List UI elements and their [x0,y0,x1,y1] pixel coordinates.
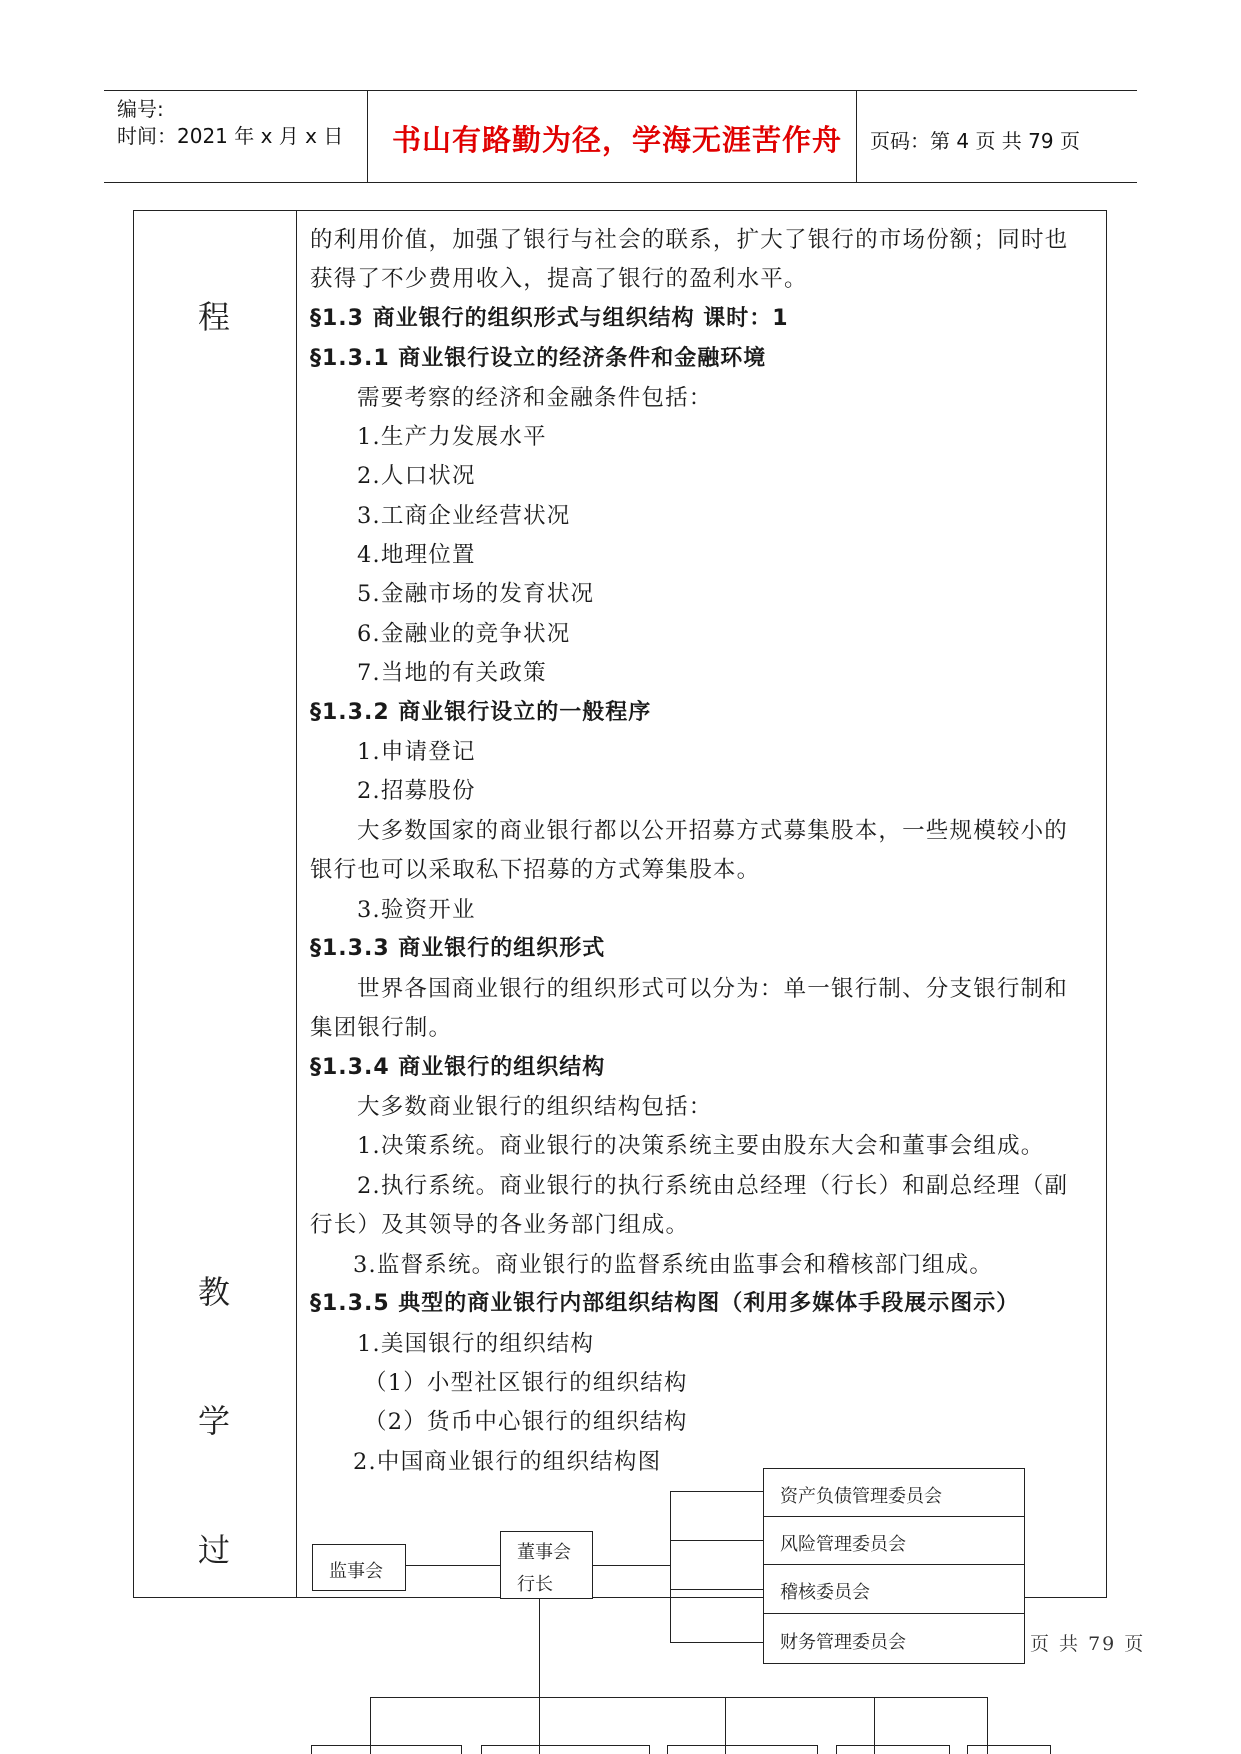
list-item: （1）小型社区银行的组织结构 [364,1370,688,1396]
body-line: 集团银行制。 [310,1015,453,1041]
list-item: 1.生产力发展水平 [357,424,547,450]
section-heading-1-3: §1.3 商业银行的组织形式与组织结构 课时：1 [310,306,789,331]
body-line: 行长）及其领导的各业务部门组成。 [310,1212,690,1238]
footer-page-info: 页 共 79 页 [1030,1633,1146,1655]
list-item: 2.中国商业银行的组织结构图 [353,1449,662,1475]
sidebar-char-jiao: 教 [198,1273,231,1311]
list-item: 4.地理位置 [357,542,476,568]
body-line: 大多数国家的商业银行都以公开招募方式募集股本，一些规模较小的 [357,818,1069,844]
org-box-label: 稽核委员会 [780,1582,870,1603]
body-line: 银行也可以采取私下招募的方式筹集股本。 [310,857,761,883]
section-heading-1-3-3: §1.3.3 商业银行的组织形式 [310,936,606,961]
list-item: 3.验资开业 [357,897,476,923]
document-number-label: 编号: [117,97,164,121]
sidebar-char-guo: 过 [198,1531,231,1569]
org-box-audit-committee [763,1564,1025,1614]
document-date: 时间：2021 年 x 月 x 日 [117,124,344,148]
section-heading-1-3-1: §1.3.1 商业银行设立的经济条件和金融环境 [310,346,767,371]
org-box-alm-committee [763,1468,1025,1517]
org-box-label: 监事会 [329,1561,383,1582]
page-code: 页码：第 4 页 共 79 页 [870,129,1080,153]
section-heading-1-3-2: §1.3.2 商业银行设立的一般程序 [310,700,652,725]
org-box-finance-committee [763,1613,1025,1664]
body-line: 世界各国商业银行的组织形式可以分为：单一银行制、分支银行制和 [357,976,1069,1002]
org-box-board-president [500,1531,593,1599]
list-item: 2.招募股份 [357,778,476,804]
org-box-label: 财务管理委员会 [780,1632,906,1653]
sidebar-char-xue: 学 [198,1402,231,1440]
list-item: 3.监督系统。商业银行的监督系统由监事会和稽核部门组成。 [353,1252,994,1278]
list-item: 7.当地的有关政策 [357,660,547,686]
list-item: 6.金融业的竞争状况 [357,621,571,647]
list-item: 1.申请登记 [357,739,476,765]
body-line: 需要考察的经济和金融条件包括： [357,385,713,411]
sidebar-char-cheng: 程 [198,298,231,336]
list-item: 5.金融市场的发育状况 [357,581,595,607]
list-item: 3.工商企业经营状况 [357,503,571,529]
org-box-label: 行长 [517,1574,553,1595]
list-item: 1.美国银行的组织结构 [357,1331,595,1357]
body-line: 获得了不少费用收入，提高了银行的盈利水平。 [310,266,808,292]
section-heading-1-3-5: §1.3.5 典型的商业银行内部组织结构图（利用多媒体手段展示图示） [310,1291,1020,1316]
body-line: 大多数商业银行的组织结构包括： [357,1094,713,1120]
org-box-label: 董事会 [517,1542,571,1563]
body-line: 的利用价值，加强了银行与社会的联系，扩大了银行的市场份额；同时也 [310,227,1069,253]
list-item: 2.执行系统。商业银行的执行系统由总经理（行长）和副总经理（副 [357,1173,1069,1199]
list-item: 2.人口状况 [357,463,476,489]
header-motto: 书山有路勤为径，学海无涯苦作舟 [392,123,843,157]
section-heading-1-3-4: §1.3.4 商业银行的组织结构 [310,1055,606,1080]
org-box-risk-committee [763,1516,1025,1565]
org-box-supervisory-board [312,1544,406,1591]
list-item: （2）货币中心银行的组织结构 [364,1409,688,1435]
org-box-label: 风险管理委员会 [780,1534,906,1555]
org-box-label: 资产负债管理委员会 [780,1486,942,1507]
list-item: 1.决策系统。商业银行的决策系统主要由股东大会和董事会组成。 [357,1133,1045,1159]
